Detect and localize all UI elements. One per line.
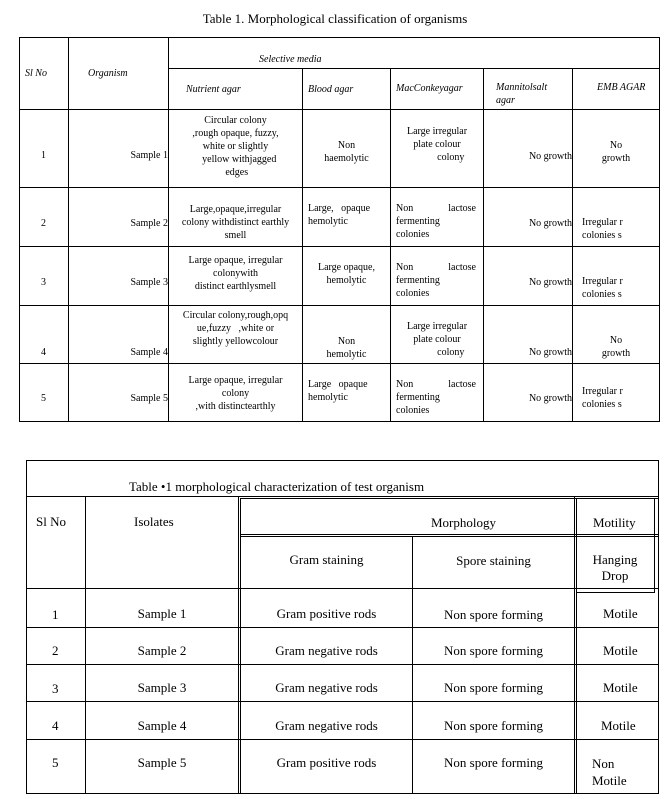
row5-sl: 5: [52, 755, 59, 770]
table-border: [659, 37, 660, 422]
column-divider: [302, 68, 303, 422]
row3-blood-agar: Large opaque, hemolytic: [317, 262, 375, 286]
row4-emb: No growth: [601, 335, 631, 359]
header-mannitol-salt-agar: Mannitolsalt agar: [496, 82, 548, 106]
row5-motility: Non Motile: [592, 756, 627, 788]
row5-emb: Irregular r colonies s: [582, 386, 623, 410]
row1-sl: 1: [41, 150, 46, 161]
row-divider: [26, 496, 659, 497]
row2-motility: Motile: [603, 643, 638, 658]
row4-macconkey: Large irregular plate colour colony: [406, 321, 468, 358]
row1-nutrient-agar: Circular colony ,rough opaque, fuzzy, white or slightly yellow withjagged edges: [192, 115, 279, 178]
table-border: [19, 37, 20, 422]
row3-isolate: Sample 3: [137, 680, 187, 695]
row-divider: [26, 664, 659, 665]
row-divider: [168, 68, 660, 69]
row2-macconkey: Non lactose fermenting colonies: [396, 203, 476, 240]
row1-spore: Non spore forming: [444, 607, 543, 622]
row5-sl: 5: [41, 393, 46, 404]
row2-nutrient-agar: Large,opaque,irregular colony withdistinct earthly smell: [181, 204, 290, 241]
header-blood-agar: Blood agar: [308, 84, 354, 95]
row-divider: [26, 739, 659, 740]
row-divider: [19, 109, 660, 110]
table-border: [26, 793, 659, 794]
row5-blood-agar: Large opaque hemolytic: [308, 379, 368, 403]
header-macconkey-agar: MacConkeyagar: [396, 83, 463, 94]
row-divider: [19, 187, 660, 188]
row5-organism: Sample 5: [130, 393, 168, 404]
row4-organism: Sample 4: [130, 347, 168, 358]
row2-gram: Gram negative rods: [275, 643, 378, 658]
table-border: [19, 37, 660, 38]
row4-mannitol: No growth: [528, 347, 572, 358]
header-emb-agar: EMB AGAR: [597, 82, 646, 93]
row3-emb: Irregular r colonies s: [582, 276, 623, 300]
table-border: [26, 460, 659, 461]
row1-organism: Sample 1: [130, 150, 168, 161]
row5-nutrient-agar: Large opaque, irregular colony ,with distinctearthly: [188, 375, 283, 412]
header-selective-media: Selective media: [259, 54, 322, 65]
row2-sl: 2: [52, 643, 59, 658]
table-border: [19, 421, 660, 422]
row2-isolate: Sample 2: [137, 643, 187, 658]
column-divider: [576, 498, 577, 794]
row1-emb: No growth: [601, 140, 631, 164]
row1-sl: 1: [52, 607, 59, 622]
column-divider: [238, 496, 239, 794]
row4-sl: 4: [41, 347, 46, 358]
header-spore-staining: Spore staining: [456, 553, 531, 568]
row2-mannitol: No growth: [528, 218, 572, 229]
row3-nutrient-agar: Large opaque, irregular colonywith distinct earthlysmell: [188, 255, 283, 292]
row-divider: [26, 701, 659, 702]
row1-isolate: Sample 1: [137, 606, 187, 621]
row-divider: [19, 246, 660, 247]
column-divider: [483, 68, 484, 422]
row3-gram: Gram negative rods: [275, 680, 378, 695]
header-morphology: Morphology: [431, 515, 496, 530]
row1-motility: Motile: [603, 606, 638, 621]
row-divider: [240, 498, 659, 499]
header-isolates: Isolates: [134, 514, 174, 529]
row4-motility: Motile: [601, 718, 636, 733]
header-sl-no: Sl No: [36, 514, 66, 529]
column-divider: [574, 496, 575, 794]
header-nutrient-agar: Nutrient agar: [186, 84, 241, 95]
row4-blood-agar: Non hemolytic: [326, 336, 367, 360]
row4-isolate: Sample 4: [137, 718, 187, 733]
row1-macconkey: Large irregular plate colour colony: [406, 126, 468, 163]
row-divider: [26, 588, 659, 589]
row-divider: [240, 536, 659, 537]
row5-isolate: Sample 5: [137, 755, 187, 770]
row4-nutrient-agar: Circular colony,rough,opq ue,fuzzy ,white or slightly yellowcolour: [182, 310, 289, 347]
row2-blood-agar: Large, opaque hemolytic: [308, 203, 371, 227]
row1-mannitol: No growth: [528, 151, 572, 162]
header-motility: Motility: [593, 515, 636, 530]
row4-gram: Gram negative rods: [275, 718, 378, 733]
table2-morphological-characterization: [26, 460, 659, 794]
row2-sl: 2: [41, 218, 46, 229]
row-divider: [240, 534, 659, 535]
column-divider: [68, 37, 69, 422]
table2-title: Table •1 morphological characterization of test organism: [129, 479, 425, 494]
column-divider: [390, 68, 391, 422]
header-organism: Organism: [88, 68, 128, 79]
column-divider: [654, 498, 655, 593]
row1-blood-agar: Non haemolytic: [324, 140, 369, 164]
row2-spore: Non spore forming: [444, 643, 543, 658]
row5-mannitol: No growth: [528, 393, 572, 404]
row-divider: [26, 627, 659, 628]
row-divider: [19, 363, 660, 364]
row3-mannitol: No growth: [528, 277, 572, 288]
row4-sl: 4: [52, 718, 59, 733]
row3-motility: Motile: [603, 680, 638, 695]
row5-macconkey: Non lactose fermenting colonies: [396, 379, 476, 416]
row3-organism: Sample 3: [130, 277, 168, 288]
table1-title: Table 1. Morphological classification of organisms: [202, 11, 468, 26]
row1-gram: Gram positive rods: [276, 606, 377, 621]
table1-morphological-classification: [19, 37, 660, 422]
row2-emb: Irregular r colonies s: [582, 217, 623, 241]
header-sl-no: Sl No: [25, 68, 47, 79]
row3-spore: Non spore forming: [444, 680, 543, 695]
row5-gram: Gram positive rods: [276, 755, 377, 770]
row3-sl: 3: [52, 681, 59, 696]
row2-organism: Sample 2: [130, 218, 168, 229]
row-divider: [19, 305, 660, 306]
row3-sl: 3: [41, 277, 46, 288]
column-divider: [572, 68, 573, 422]
header-hanging-drop: Hanging Drop: [592, 552, 638, 583]
header-gram-staining: Gram staining: [289, 552, 364, 567]
row5-spore: Non spore forming: [444, 755, 543, 770]
row4-spore: Non spore forming: [444, 718, 543, 733]
row-divider: [576, 592, 654, 593]
row3-macconkey: Non lactose fermenting colonies: [396, 262, 476, 299]
